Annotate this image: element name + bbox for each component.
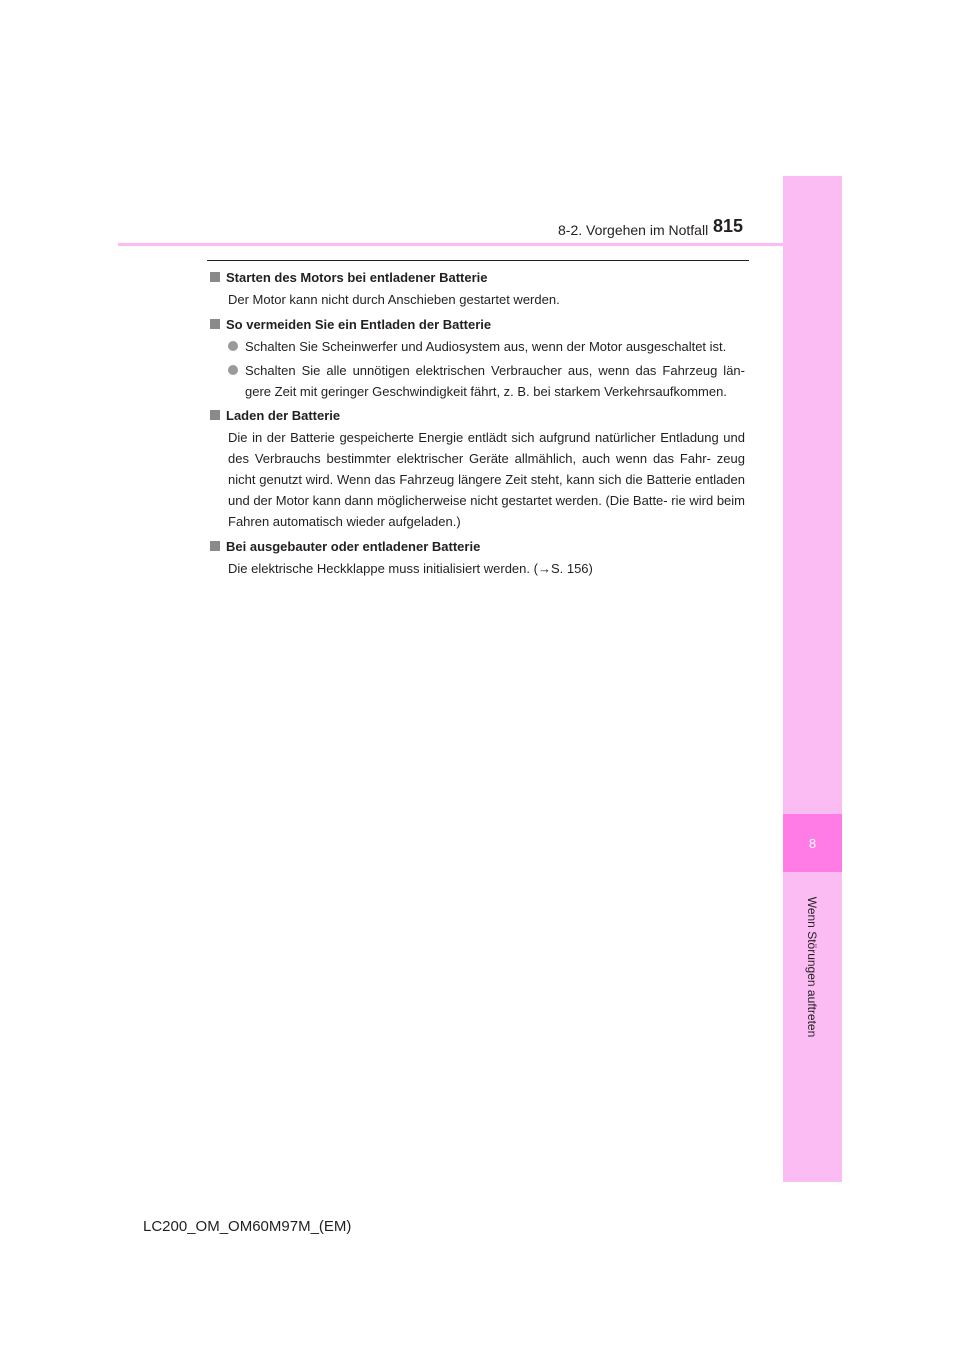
circle-bullet-icon <box>228 341 238 351</box>
list-item <box>228 360 745 402</box>
section-starting-engine <box>210 267 745 310</box>
square-bullet-icon <box>210 319 220 329</box>
square-bullet-icon <box>210 272 220 282</box>
list-item-text: Schalten Sie Scheinwerfer und Audiosystem aus, wenn der Motor ausgeschaltet ist. <box>245 339 727 354</box>
list-item-text: Schalten Sie alle unnötigen elektrischen Verbraucher aus, wenn das Fahrzeug län- gere Zeit mit geringer Geschwindigkeit fährt, z. B. bei starkem Verkehrsaufkommen. <box>245 363 745 399</box>
header-divider <box>118 243 842 246</box>
section-rule <box>207 260 749 261</box>
chapter-side-label: Wenn Störungen auftreten <box>805 896 819 1038</box>
page-content <box>210 267 745 583</box>
section-prevent-discharge <box>210 314 745 402</box>
heading-text: So vermeiden Sie ein Entladen der Batterie <box>226 317 492 332</box>
section-removed-battery <box>210 536 745 579</box>
square-bullet-icon <box>210 410 220 420</box>
section-heading <box>210 314 745 335</box>
chapter-title: 8-2. Vorgehen im Notfall <box>558 222 709 238</box>
section-paragraph: Die in der Batterie gespeicherte Energie entlädt sich aufgrund natürlicher Entladung und des Verbrauchs bestimmter elektrischer Geräte allmählich, auch wenn das Fahr- zeug nicht genutzt wird. Wenn das Fahrzeug längere Zeit steht, kann sich die Batterie entladen und der Motor kann dann möglicherweise nicht gestartet werden. (Die Batte- rie wird beim Fahren automatisch wieder aufgeladen.) <box>228 430 745 529</box>
section-paragraph: Der Motor kann nicht durch Anschieben gestartet werden. <box>228 292 560 307</box>
section-paragraph: Die elektrische Heckklappe muss initialisiert werden. (→S. 156) <box>228 561 593 576</box>
heading-text: Laden der Batterie <box>226 408 341 423</box>
chapter-number-badge: 8 <box>783 814 842 872</box>
heading-text: Bei ausgebauter oder entladener Batterie <box>226 539 481 554</box>
section-charging-battery <box>210 405 745 532</box>
heading-text: Starten des Motors bei entladener Batterie <box>226 270 488 285</box>
page-number: 815 <box>713 216 744 236</box>
square-bullet-icon <box>210 541 220 551</box>
document-code: LC200_OM_OM60M97M_(EM) <box>143 1218 352 1235</box>
section-heading <box>210 267 745 288</box>
circle-bullet-icon <box>228 365 238 375</box>
section-heading <box>210 405 745 426</box>
section-heading <box>210 536 745 557</box>
list-item <box>228 336 745 357</box>
